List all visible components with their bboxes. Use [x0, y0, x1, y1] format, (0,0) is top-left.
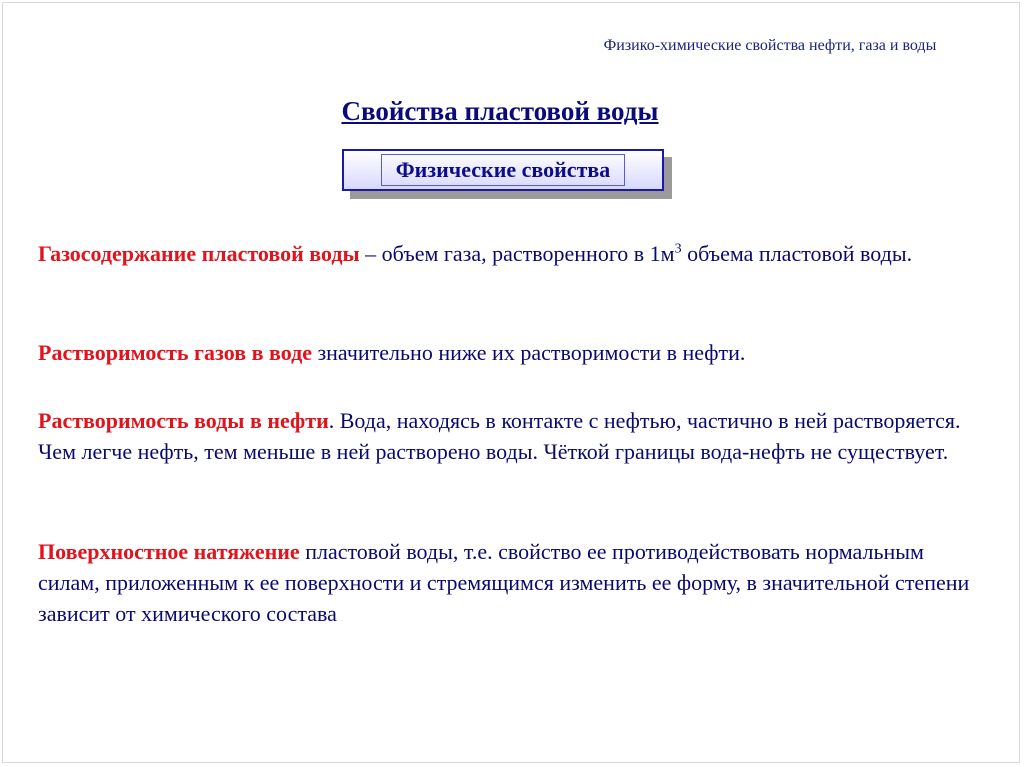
paragraph-surface-tension	[38, 536, 988, 629]
term-gas-solubility: Растворимость газов в воде	[38, 340, 312, 365]
page-title: Свойства пластовой воды	[341, 96, 659, 126]
term-water-solubility: Растворимость воды в нефти	[38, 408, 329, 433]
paragraph-text: пластовой воды, т.е. свойство ее противодействовать нормальным силам, приложенным к ее поверхности и стремящимся изменить ее форму, в значительной степени зависит от химического состава	[38, 539, 970, 626]
superscript: 3	[674, 241, 682, 257]
paragraph-water-solubility	[38, 405, 988, 467]
header-note: Физико-химические свойства нефти, газа и воды	[603, 37, 937, 54]
term-gas-content: Газосодержание пластовой воды	[38, 241, 360, 266]
paragraph-text: значительно ниже их растворимости в нефти.	[311, 340, 746, 365]
paragraph-text-cont: объема пластовой воды.	[681, 241, 913, 266]
section-badge	[342, 149, 664, 191]
paragraph-gas-content	[38, 238, 988, 269]
paragraph-text: – объем газа, растворенного в 1м	[359, 241, 675, 266]
paragraph-gas-solubility	[38, 337, 988, 368]
paragraph-text: . Вода, находясь в контакте с нефтью, частично в ней растворяется. Чем легче нефть, тем меньше в ней растворено воды. Чёткой границы вода-нефть не существует.	[38, 408, 961, 464]
badge-label: Физические свойства	[381, 154, 626, 186]
term-surface-tension: Поверхностное натяжение	[38, 539, 300, 564]
badge-box	[342, 149, 664, 191]
